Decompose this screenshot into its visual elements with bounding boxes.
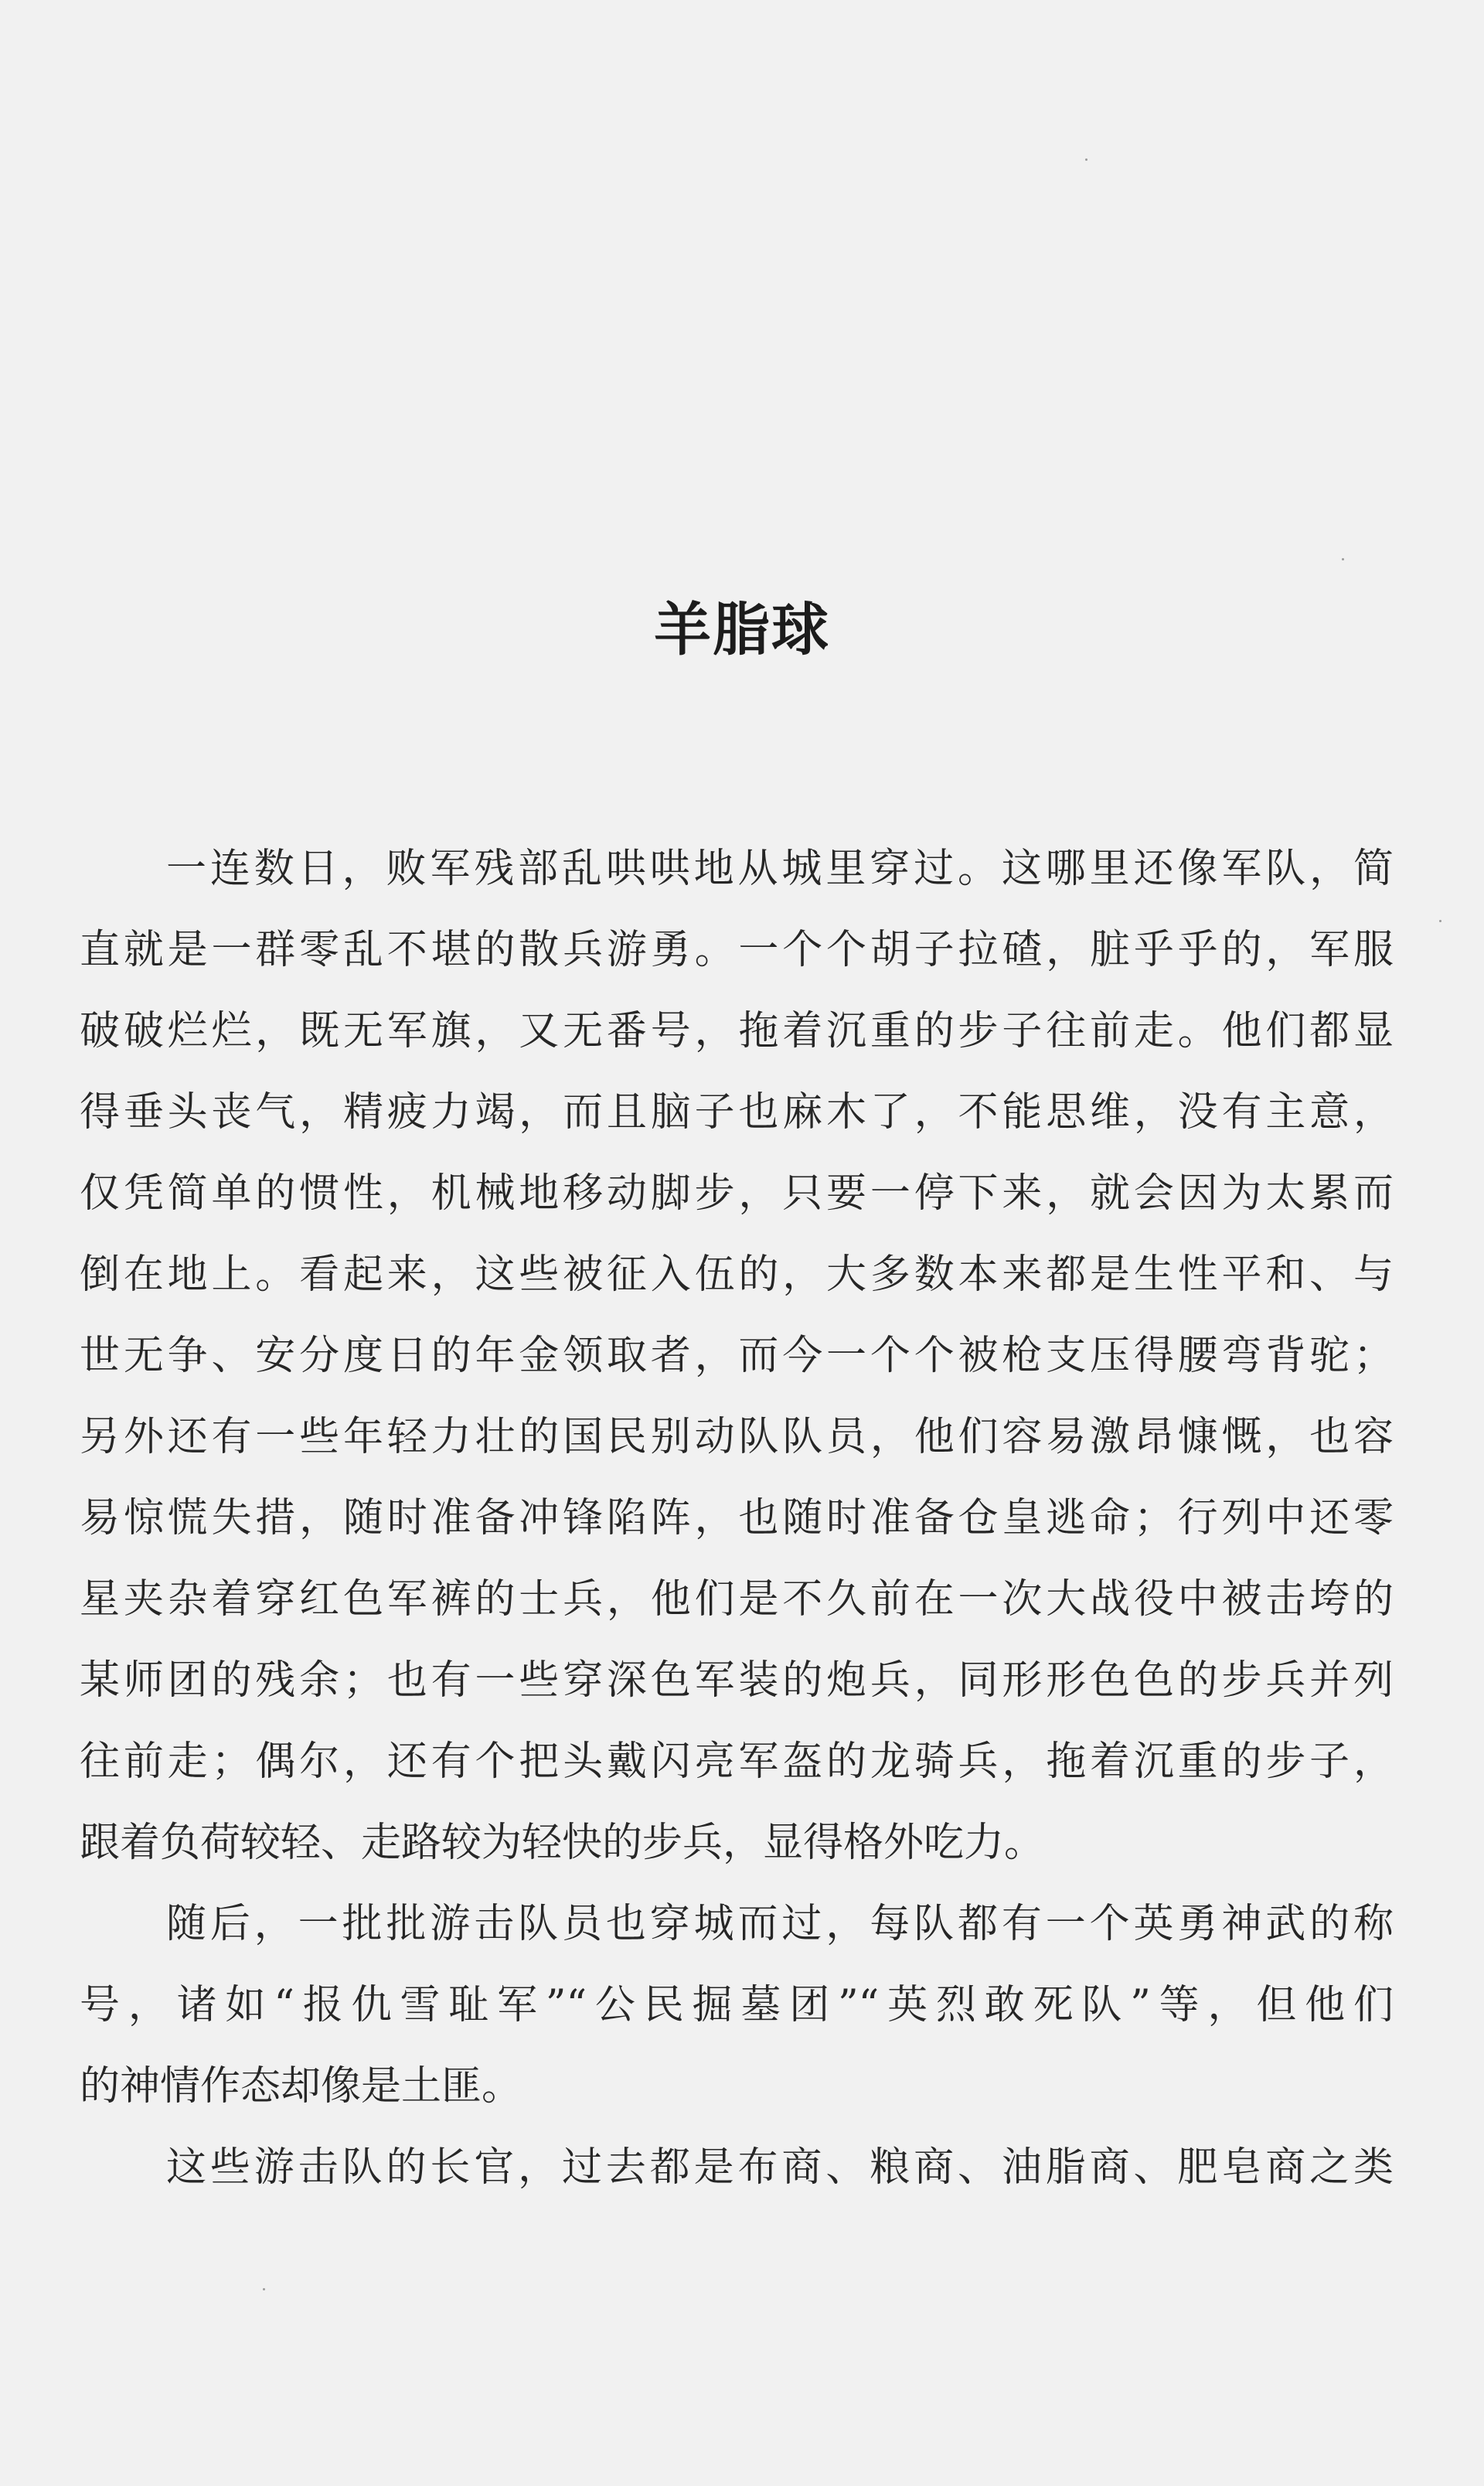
text-line: 破破烂烂，既无军旗，又无番号，拖着沉重的步子往前走。他们都显 [80, 1008, 1394, 1054]
text-line: 星夹杂着穿红色军裤的士兵，他们是不久前在一次大战役中被击垮的 [80, 1576, 1394, 1623]
text-line: 号，诸如“报仇雪耻军”“公民掘墓团”“英烈敢死队”等，但他们 [80, 1982, 1394, 2028]
paragraph-1 [80, 829, 1394, 1884]
text-line: 某师团的残余；也有一些穿深色军装的炮兵，同形形色色的步兵并列 [80, 1657, 1394, 1704]
text-line: 易惊慌失措，随时准备冲锋陷阵，也随时准备仓皇逃命；行列中还零 [80, 1495, 1394, 1541]
text-line: 一连数日，败军残部乱哄哄地从城里穿过。这哪里还像军队，简 [166, 846, 1394, 892]
text-line: 往前走；偶尔，还有个把头戴闪亮军盔的龙骑兵，拖着沉重的步子， [80, 1738, 1394, 1785]
text-line: 世无争、安分度日的年金领取者，而今一个个被枪支压得腰弯背驼； [80, 1333, 1394, 1379]
paragraph-3 [80, 2127, 1394, 2208]
text-line: 另外还有一些年轻力壮的国民别动队队员，他们容易激昂慷慨，也容 [80, 1414, 1394, 1460]
chapter-title: 羊脂球 [654, 597, 830, 663]
text-line: 随后，一批批游击队员也穿城而过，每队都有一个英勇神武的称 [166, 1901, 1394, 1947]
paper-speck [1439, 920, 1441, 922]
paper-speck [263, 2288, 265, 2290]
text-line: 直就是一群零乱不堪的散兵游勇。一个个胡子拉碴，脏乎乎的，军服 [80, 927, 1394, 973]
text-line: 得垂头丧气，精疲力竭，而且脑子也麻木了，不能思维，没有主意， [80, 1089, 1394, 1136]
paper-speck [1085, 158, 1087, 161]
text-line: 跟着负荷较轻、走路较为轻快的步兵，显得格外吃力。 [80, 1820, 1045, 1866]
paper-speck [1342, 558, 1344, 560]
paragraph-2 [80, 1884, 1394, 2127]
text-line: 这些游击队的长官，过去都是布商、粮商、油脂商、肥皂商之类 [166, 2144, 1394, 2191]
chapter-body [80, 829, 1394, 2208]
text-line: 的神情作态却像是土匪。 [80, 2063, 522, 2110]
text-line: 仅凭简单的惯性，机械地移动脚步，只要一停下来，就会因为太累而 [80, 1170, 1394, 1217]
text-line: 倒在地上。看起来，这些被征入伍的，大多数本来都是生性平和、与 [80, 1252, 1394, 1298]
